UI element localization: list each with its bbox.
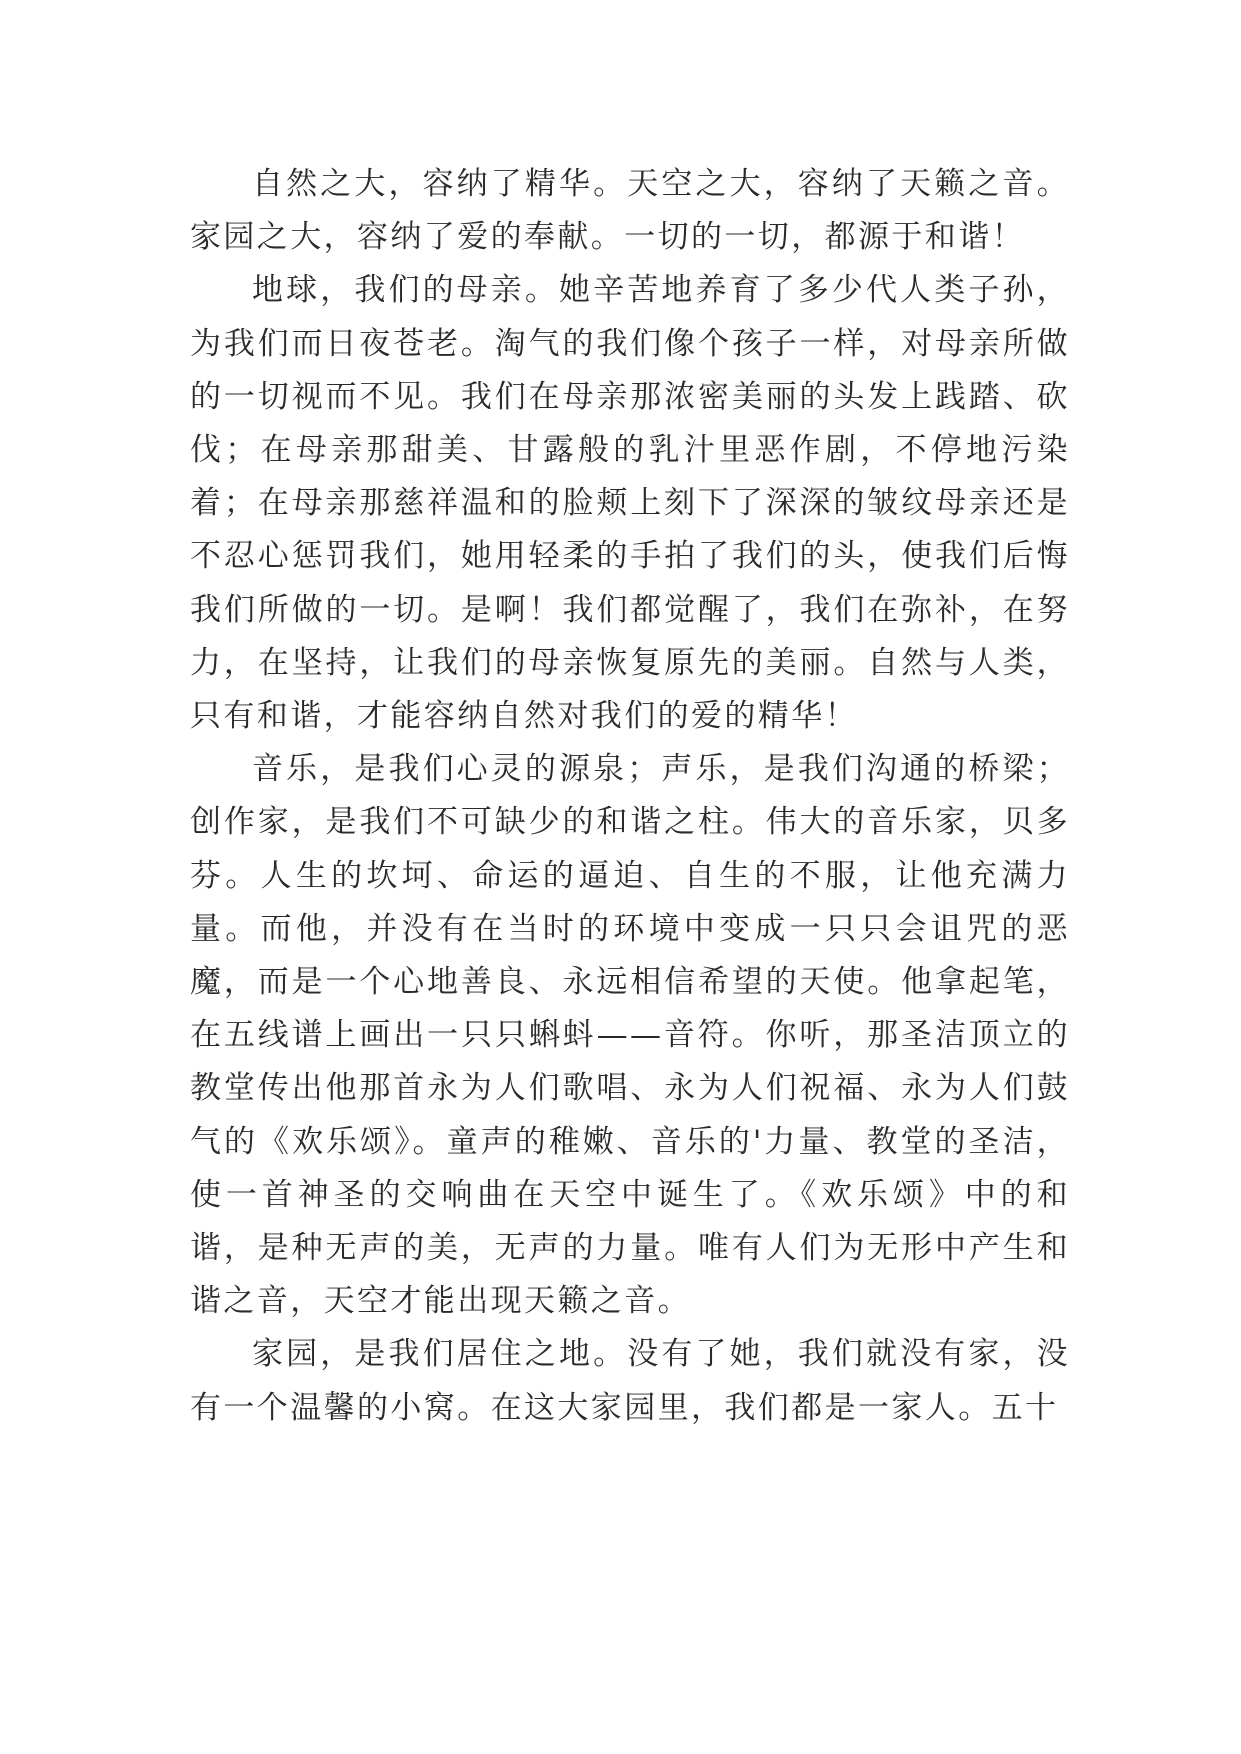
paragraph-homeland: 家园，是我们居住之地。没有了她，我们就没有家，没有一个温馨的小窝。在这大家园里，我们都是一家人。五十 [190, 1336, 1070, 1426]
essay-body [190, 158, 1070, 1435]
paragraph-music-beethoven: 音乐，是我们心灵的源泉；声乐，是我们沟通的桥梁；创作家，是我们不可缺少的和谐之柱。伟大的音乐家，贝多芬。人生的坎坷、命运的逼迫、自生的不服，让他充满力量。而他，并没有在当时的环境中变成一只只会诅咒的恶魔，而是一个心地善良、永远相信希望的天使。他拿起笔，在五线谱上画出一只只蝌蚪——音符。你听，那圣洁顶立的教堂传出他那首永为人们歌唱、永为人们祝福、永为人们鼓气的《欢乐颂》。童声的稚嫩、音乐的'力量、教堂的圣洁，使一首神圣的交响曲在天空中诞生了。《欢乐颂》中的和谐，是种无声的美，无声的力量。唯有人们为无形中产生和谐之音，天空才能出现天籁之音。 [190, 751, 1070, 1320]
paragraph-earth-mother: 地球，我们的母亲。她辛苦地养育了多少代人类子孙，为我们而日夜苍老。淘气的我们像个孩子一样，对母亲所做的一切视而不见。我们在母亲那浓密美丽的头发上践踏、砍伐；在母亲那甜美、甘露般的乳汁里恶作剧，不停地污染着；在母亲那慈祥温和的脸颊上刻下了深深的皱纹母亲还是不忍心惩罚我们，她用轻柔的手拍了我们的头，使我们后悔我们所做的一切。是啊！我们都觉醒了，我们在弥补，在努力，在坚持，让我们的母亲恢复原先的美丽。自然与人类，只有和谐，才能容纳自然对我们的爱的精华！ [190, 272, 1070, 735]
paragraph-harmony-intro: 自然之大，容纳了精华。天空之大，容纳了天籁之音。家园之大，容纳了爱的奉献。一切的一切，都源于和谐！ [190, 166, 1070, 256]
